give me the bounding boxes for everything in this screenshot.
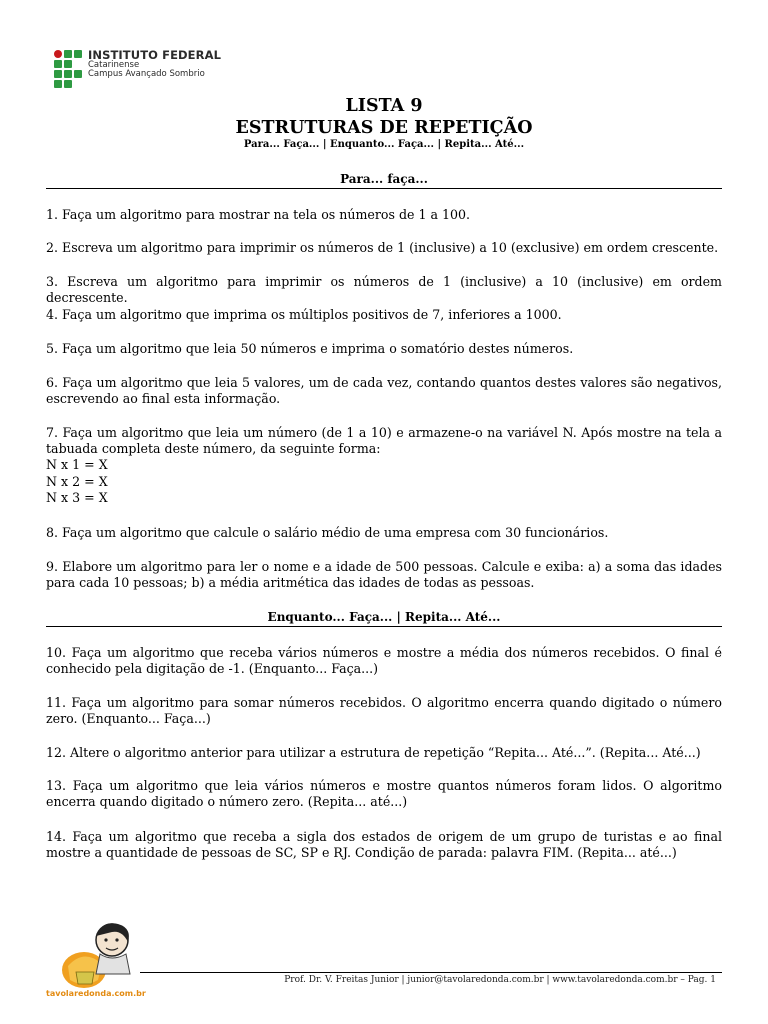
question-1: 1. Faça um algoritmo para mostrar na tela os números de 1 a 100. (46, 207, 471, 222)
page-title: ESTRUTURAS DE REPETIÇÃO (235, 118, 533, 138)
institution-logo (54, 49, 221, 88)
question-5: 5. Faça um algoritmo que leia 50 números e imprima o somatório destes números. (46, 341, 574, 356)
footer-text: Prof. Dr. V. Freitas Junior | junior@tavolaredonda.com.br | www.tavolaredonda.com.br – Pag. 1 (284, 975, 716, 985)
logo-title: INSTITUTO FEDERAL (88, 48, 222, 62)
section-title-enquanto-repita: Enquanto... Faça... | Repita... Até... (267, 610, 501, 624)
table-line-2: N x 2 = X (46, 473, 108, 489)
page-subtitle: Para... Faça... | Enquanto... Faça... | Repita... Até... (243, 139, 525, 150)
footer-divider (140, 972, 722, 973)
question-3: 3. Escreva um algoritmo para imprimir os números de 1 (inclusive) a 10 (inclusive) em ordem decrescente. (46, 274, 722, 306)
table-line-1: N x 1 = X (46, 457, 108, 473)
logo-campus: Campus Avançado Sombrio (88, 68, 205, 79)
question-8: 8. Faça um algoritmo que calcule o salário médio de uma empresa com 30 funcionários. (46, 525, 609, 540)
section-divider (46, 626, 722, 627)
question-2: 2. Escreva um algoritmo para imprimir os números de 1 (inclusive) a 10 (exclusive) em ordem crescente. (46, 240, 719, 255)
question-4: 4. Faça um algoritmo que imprima os múltiplos positivos de 7, inferiores a 1000. (46, 307, 562, 322)
question-7: 7. Faça um algoritmo que leia um número (de 1 a 10) e armazene-o na variável N. Após mostre na tela a tabuada completa deste número, da seguinte forma: N x 1 = X N x 2 = X N x 3 = X (46, 425, 722, 505)
mascot-logo-icon (46, 918, 146, 998)
question-14: 14. Faça um algoritmo que receba a sigla dos estados de origem de um grupo de turistas e ao final mostre a quantidade de pessoas de SC, SP e RJ. Condição de parada: palavra FIM. (Repita... até...) (46, 829, 722, 861)
question-12: 12. Altere o algoritmo anterior para utilizar a estrutura de repetição “Repita... Até...”. (Repita... Até...) (46, 745, 701, 760)
question-10: 10. Faça um algoritmo que receba vários números e mostre a média dos números recebidos. O final é conhecido pela digitação de -1. (Enquanto... Faça...) (46, 645, 722, 677)
question-6: 6. Faça um algoritmo que leia 5 valores, um de cada vez, contando quantos destes valores são negativos, escrevendo ao final esta informação. (46, 375, 722, 407)
section-title-para-faca: Para... faça... (340, 172, 428, 186)
brand-name: tavolaredonda.com.br (46, 989, 146, 998)
table-line-3: N x 3 = X (46, 489, 108, 505)
question-13: 13. Faça um algoritmo que leia vários números e mostre quantos números foram lidos. O algoritmo encerra quando digitado o número zero. (Repita... até...) (46, 778, 722, 810)
section-divider (46, 188, 722, 189)
logo-subtitle: Catarinense (88, 60, 140, 71)
list-number: LISTA 9 (345, 96, 423, 116)
question-11: 11. Faça um algoritmo para somar números recebidos. O algoritmo encerra quando digitado o número zero. (Enquanto... Faça...) (46, 695, 722, 727)
logo-mark-icon (54, 50, 82, 88)
question-9: 9. Elabore um algoritmo para ler o nome e a idade de 500 pessoas. Calcule e exiba: a) a soma das idades para cada 10 pessoas; b) a média aritmética das idades de todas as pessoas. (46, 559, 722, 591)
